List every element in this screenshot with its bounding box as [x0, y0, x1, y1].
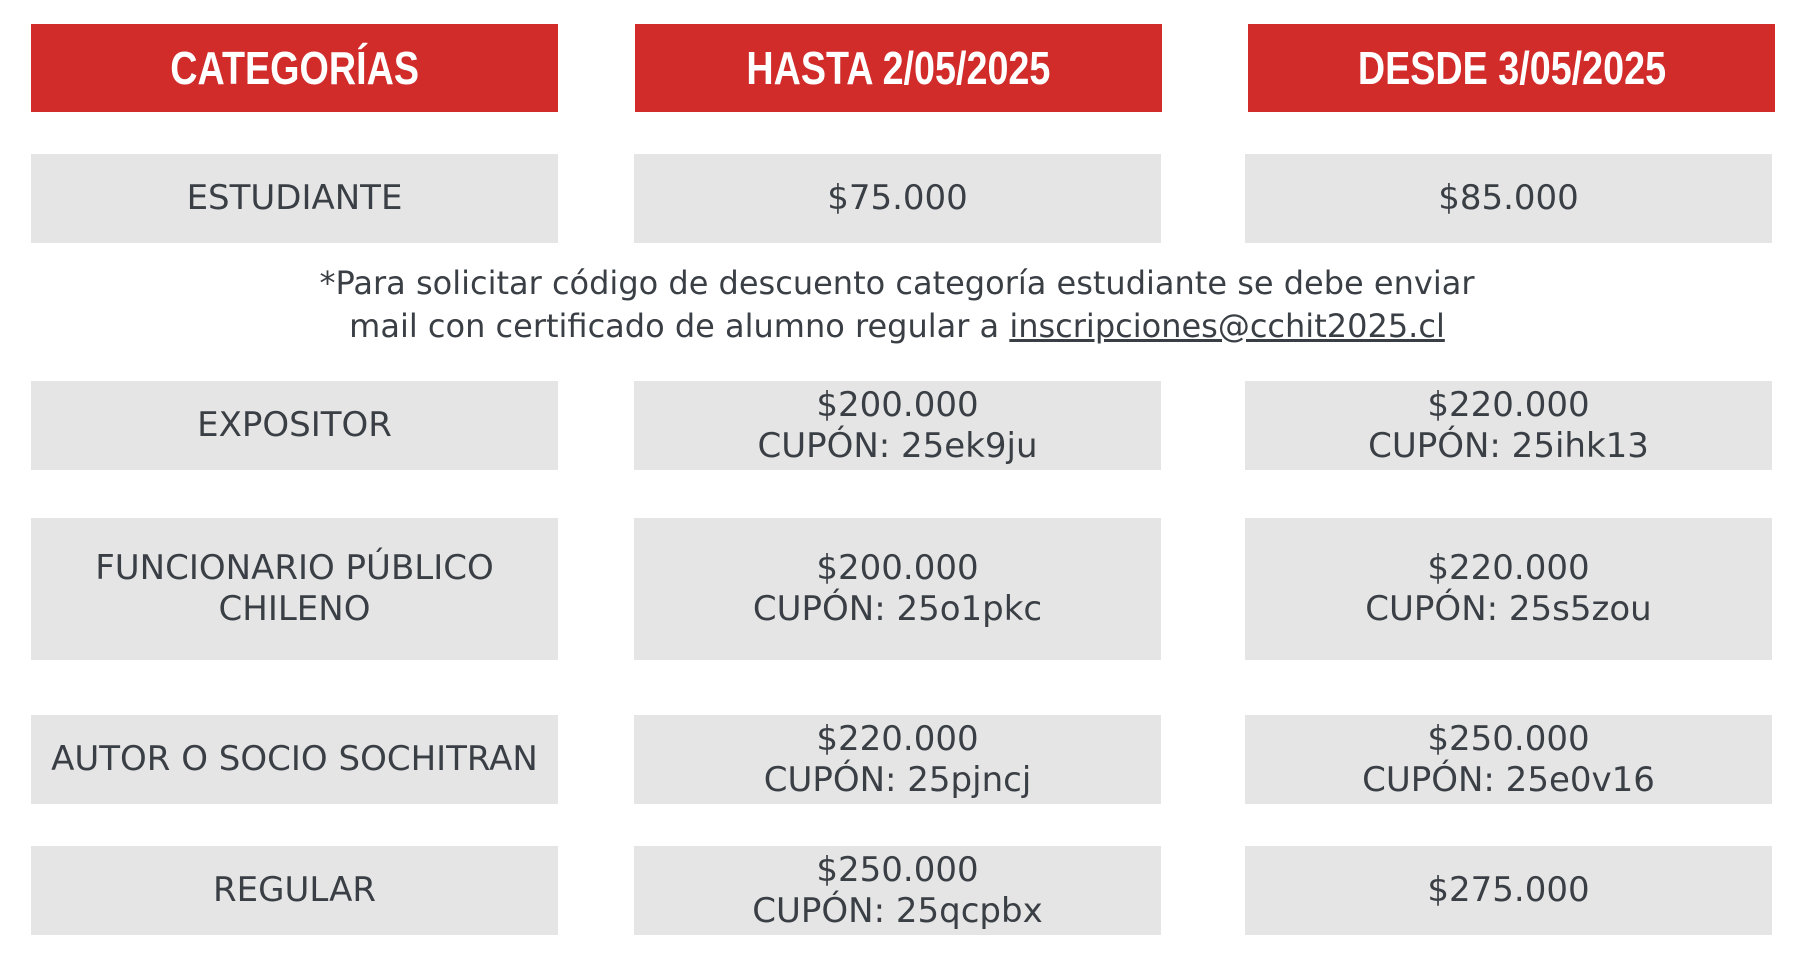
category-cell-estudiante [31, 154, 558, 243]
price-cell-until [634, 381, 1161, 470]
header-categories-label: CATEGORÍAS [170, 42, 419, 94]
price-value: $250.000 [1427, 718, 1590, 759]
coupon-code: CUPÓN: 25e0v16 [1362, 759, 1655, 800]
price-value: $275.000 [1427, 870, 1590, 910]
category-label-line-1: FUNCIONARIO PÚBLICO [95, 548, 494, 588]
header-categories [31, 24, 558, 112]
price-cell-until [634, 154, 1161, 243]
price-value: $75.000 [827, 178, 968, 218]
price-value: $250.000 [816, 849, 979, 890]
price-cell-from [1245, 518, 1772, 660]
email-link[interactable]: inscripciones@cchit2025.cl [1009, 307, 1445, 345]
note-line-1: *Para solicitar código de descuento categoría estudiante se debe enviar [319, 264, 1475, 302]
price-value: $200.000 [816, 384, 979, 425]
header-until-date [635, 24, 1162, 112]
header-from-date-label: DESDE 3/05/2025 [1357, 42, 1666, 94]
price-value: $85.000 [1438, 178, 1579, 218]
price-value: $220.000 [816, 718, 979, 759]
category-label: AUTOR O SOCIO SOCHITRAN [51, 739, 538, 779]
note-line-2-prefix: mail con certificado de alumno regular a [349, 307, 1010, 345]
category-cell-funcionario [31, 518, 558, 660]
category-label: REGULAR [213, 870, 376, 910]
coupon-code: CUPÓN: 25qcpbx [752, 890, 1043, 931]
header-until-date-label: HASTA 2/05/2025 [746, 42, 1051, 94]
price-cell-until [634, 846, 1161, 935]
price-cell-from [1245, 846, 1772, 935]
price-cell-from [1245, 381, 1772, 470]
category-cell-regular [31, 846, 558, 935]
price-cell-until [634, 715, 1161, 804]
coupon-code: CUPÓN: 25ek9ju [757, 425, 1038, 466]
header-from-date [1248, 24, 1775, 112]
category-cell-autor-socio [31, 715, 558, 804]
price-value: $220.000 [1427, 384, 1590, 425]
category-label-line-2: CHILENO [218, 589, 371, 629]
student-discount-note [0, 262, 1794, 348]
coupon-code: CUPÓN: 25pjncj [763, 759, 1032, 800]
category-label: EXPOSITOR [197, 405, 392, 445]
price-value: $220.000 [1427, 548, 1590, 588]
price-cell-from [1245, 154, 1772, 243]
price-value: $200.000 [816, 548, 979, 588]
category-cell-expositor [31, 381, 558, 470]
category-label: ESTUDIANTE [186, 178, 403, 218]
coupon-code: CUPÓN: 25ihk13 [1368, 425, 1649, 466]
coupon-code: CUPÓN: 25o1pkc [752, 589, 1043, 629]
price-cell-until [634, 518, 1161, 660]
price-cell-from [1245, 715, 1772, 804]
note-line-2 [0, 305, 1794, 348]
coupon-code: CUPÓN: 25s5zou [1365, 589, 1652, 629]
